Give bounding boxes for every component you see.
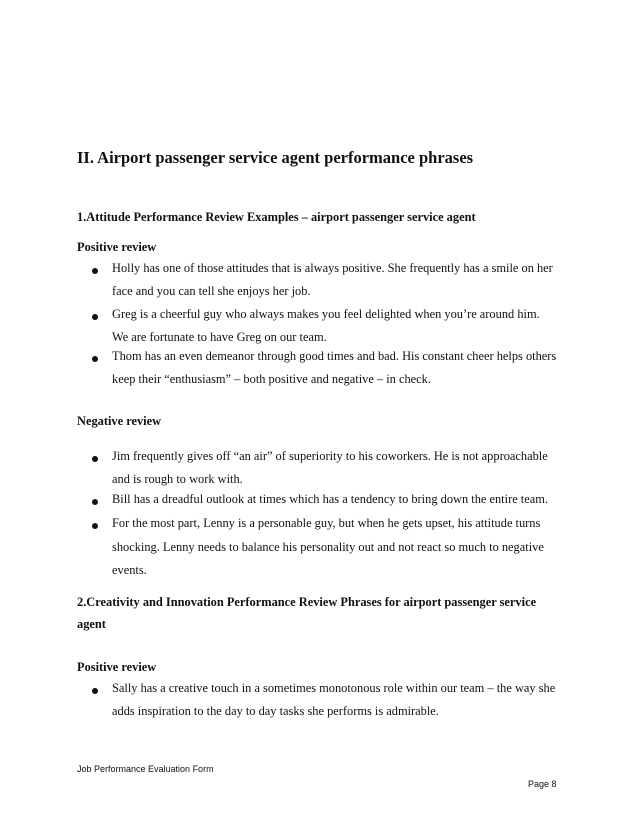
list-item-line: events. [112,563,147,577]
list-item-line: Holly has one of those attitudes that is always positive. She frequently has a smile on her [112,261,553,275]
list-item-line: Sally has a creative touch in a sometimes monotonous role within our team – the way she [112,681,556,695]
section-2-heading-cont: agent [77,617,106,631]
list-item-line: Jim frequently gives off “an air” of superiority to his coworkers. He is not approachable [112,449,548,463]
list-item-line: and is rough to work with. [112,472,243,486]
bullet-icon [92,356,98,362]
footer-form-name: Job Performance Evaluation Form [77,764,214,774]
negative-review-label: Negative review [77,414,162,428]
section-2-heading: 2.Creativity and Innovation Performance Review Phrases for airport passenger service [77,595,537,609]
list-item-line: Greg is a cheerful guy who always makes you feel delighted when you’re around him. [112,307,540,321]
positive-review-label: Positive review [77,240,157,254]
list-item-line: adds inspiration to the day to day tasks she performs is admirable. [112,704,439,718]
list-item-line: Bill has a dreadful outlook at times which has a tendency to bring down the entire team. [112,492,548,506]
bullet-icon [92,456,98,462]
list-item-line: keep their “enthusiasm” – both positive and negative – in check. [112,372,431,386]
list-item-line: shocking. Lenny needs to balance his personality out and not react so much to negative [112,540,544,554]
bullet-icon [92,523,98,529]
list-item-line: For the most part, Lenny is a personable guy, but when he gets upset, his attitude turns [112,516,541,530]
bullet-icon [92,314,98,320]
list-item-line: face and you can tell she enjoys her job. [112,284,311,298]
bullet-icon [92,688,98,694]
bullet-icon [92,499,98,505]
section-1-heading: 1.Attitude Performance Review Examples – airport passenger service agent [77,210,476,224]
page-number: Page 8 [528,779,557,789]
bullet-icon [92,268,98,274]
page-title: II. Airport passenger service agent performance phrases [77,148,474,167]
list-item-line: Thom has an even demeanor through good times and bad. His constant cheer helps others [112,349,557,363]
list-item-line: We are fortunate to have Greg on our team. [112,330,327,344]
positive-review-label: Positive review [77,660,157,674]
